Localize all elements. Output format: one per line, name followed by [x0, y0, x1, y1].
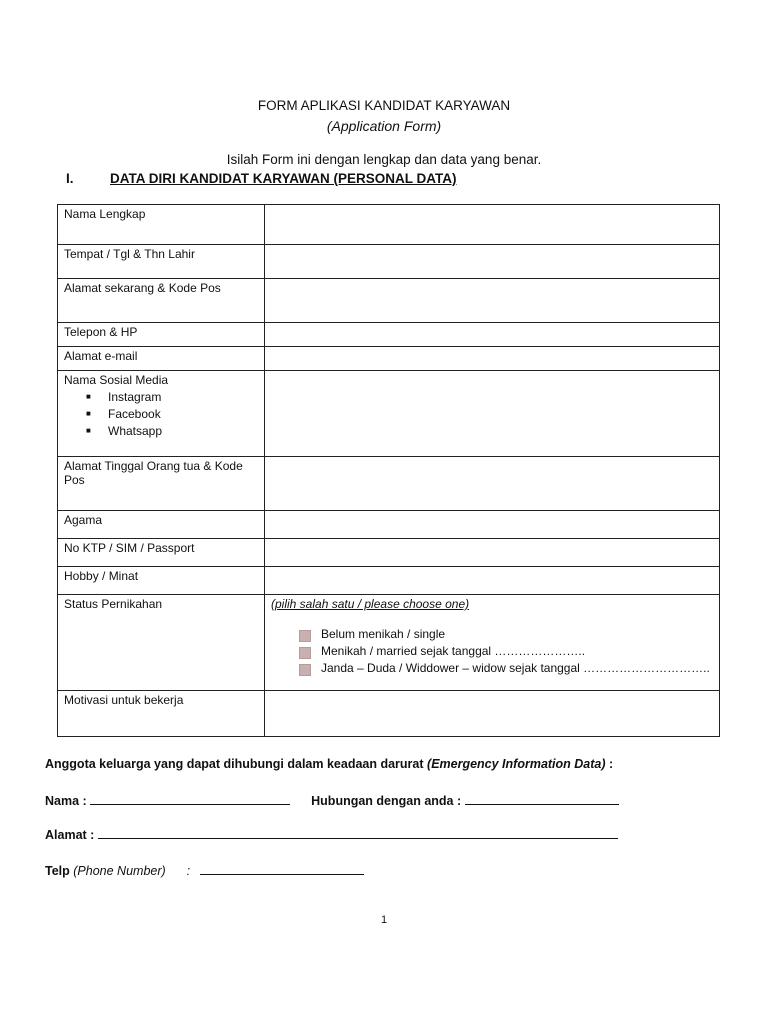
- telp-label: Telp: [45, 864, 70, 878]
- status-note: (pilih salah satu / please choose one): [271, 597, 470, 611]
- label-alamat: Alamat sekarang & Kode Pos: [58, 279, 265, 323]
- field-nama[interactable]: [265, 205, 720, 245]
- emergency-heading-text: Anggota keluarga yang dapat dihubungi dalam keadaan darurat: [45, 757, 424, 771]
- label-agama: Agama: [58, 511, 265, 539]
- personal-data-table: [57, 204, 720, 737]
- field-status: [265, 595, 720, 691]
- label-motivasi: Motivasi untuk bekerja: [58, 691, 265, 737]
- form-instruction: Isilah Form ini dengan lengkap dan data yang benar.: [226, 152, 542, 167]
- emergency-heading-colon: :: [605, 757, 614, 771]
- field-hobby[interactable]: [265, 567, 720, 595]
- label-sosmed-text: Nama Sosial Media: [64, 373, 169, 387]
- field-agama[interactable]: [265, 511, 720, 539]
- label-ortu: Alamat Tinggal Orang tua & Kode Pos: [58, 457, 265, 511]
- label-email: Alamat e-mail: [58, 347, 265, 371]
- list-item: ■ Instagram: [86, 390, 258, 404]
- status-option-married[interactable]: [299, 644, 713, 658]
- label-ttl: Tempat / Tgl & Thn Lahir: [58, 245, 265, 279]
- label-ktp: No KTP / SIM / Passport: [58, 539, 265, 567]
- option-label: Belum menikah / single: [321, 627, 446, 641]
- field-telepon[interactable]: [265, 323, 720, 347]
- field-email[interactable]: [265, 347, 720, 371]
- form-title: FORM APLIKASI KANDIDAT KARYAWAN: [257, 98, 511, 113]
- status-option-widow[interactable]: [299, 661, 713, 675]
- telp-colon: :: [186, 864, 191, 878]
- field-alamat[interactable]: [265, 279, 720, 323]
- status-options: [299, 627, 713, 675]
- alamat-line[interactable]: [98, 826, 618, 839]
- label-nama: Nama Lengkap: [58, 205, 265, 245]
- list-item: ■ Whatsapp: [86, 424, 258, 438]
- emergency-heading: [45, 757, 613, 771]
- nama-line[interactable]: [90, 792, 290, 805]
- section-number: I.: [66, 171, 74, 186]
- alamat-label: Alamat :: [45, 828, 95, 842]
- checkbox-icon[interactable]: [299, 664, 311, 676]
- sosmed-list: [64, 390, 258, 438]
- emergency-nama-row: [45, 792, 619, 808]
- section-heading: [66, 171, 457, 186]
- hubungan-label: Hubungan dengan anda :: [311, 794, 462, 808]
- telp-label-en: (Phone Number): [73, 864, 166, 878]
- option-label: Menikah / married sejak tanggal …………………..: [321, 644, 586, 658]
- emergency-telp-row: [45, 862, 364, 878]
- label-sosmed: [58, 371, 265, 457]
- form-subtitle: (Application Form): [326, 118, 442, 134]
- emergency-heading-en: (Emergency Information Data): [427, 757, 606, 771]
- emergency-alamat-row: [45, 826, 618, 842]
- checkbox-icon[interactable]: [299, 630, 311, 642]
- field-ortu[interactable]: [265, 457, 720, 511]
- checkbox-icon[interactable]: [299, 647, 311, 659]
- field-motivasi[interactable]: [265, 691, 720, 737]
- page-number: 1: [380, 914, 388, 926]
- field-sosmed[interactable]: [265, 371, 720, 457]
- section-title: DATA DIRI KANDIDAT KARYAWAN (PERSONAL DATA): [110, 171, 457, 186]
- field-ttl[interactable]: [265, 245, 720, 279]
- list-item: ■ Facebook: [86, 407, 258, 421]
- nama-label: Nama :: [45, 794, 87, 808]
- option-label: Janda – Duda / Widdower – widow sejak tanggal …………………………..: [321, 661, 710, 675]
- label-hobby: Hobby / Minat: [58, 567, 265, 595]
- status-option-single[interactable]: [299, 627, 713, 641]
- hubungan-line[interactable]: [465, 792, 619, 805]
- label-status: Status Pernikahan: [58, 595, 265, 691]
- label-telepon: Telepon & HP: [58, 323, 265, 347]
- field-ktp[interactable]: [265, 539, 720, 567]
- telp-line[interactable]: [200, 862, 364, 875]
